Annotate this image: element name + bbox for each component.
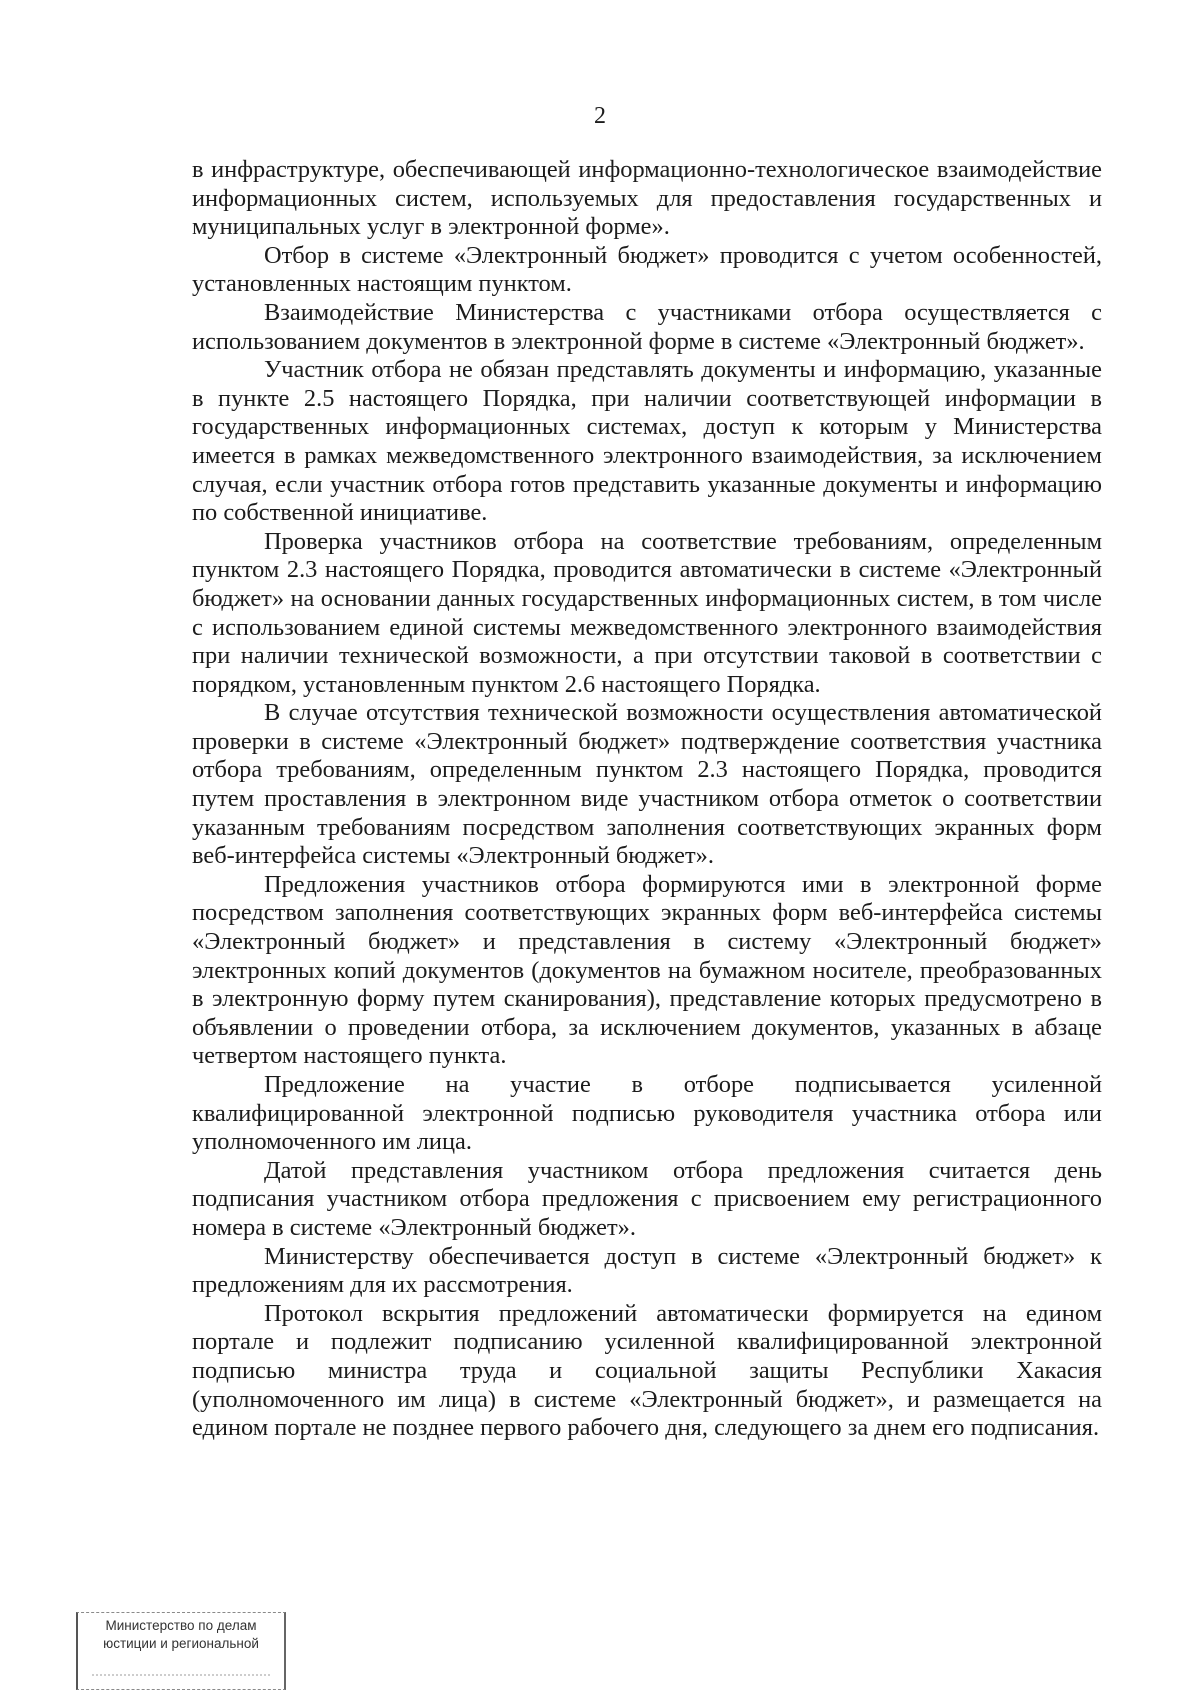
document-body [192, 156, 1102, 1443]
paragraph: В случае отсутствия технической возможности осуществления автоматической проверки в системе «Электронный бюджет» подтверждение соответствия участника отбора требованиям, определенным пунктом 2.3 настоящего Порядка, проводится путем проставления в электронном виде участником отбора отметок о соответствии указанным требованиям посредством заполнения соответствующих экранных форм веб-интерфейса системы «Электронный бюджет». [192, 699, 1102, 870]
stamp-faded-line [92, 1656, 270, 1676]
paragraph: Проверка участников отбора на соответствие требованиям, определенным пунктом 2.3 настоящего Порядка, проводится автоматически в системе «Электронный бюджет» на основании данных государственных информационных систем, в том числе с использованием единой системы межведомственного электронного взаимодействия при наличии технической возможности, а при отсутствии таковой в соответствии с порядком, установленным пунктом 2.6 настоящего Порядка. [192, 527, 1102, 698]
stamp-line-2: юстиции и региональной [103, 1636, 259, 1651]
paragraph: Датой представления участником отбора предложения считается день подписания участником отбора предложения с присвоением ему регистрационного номера в системе «Электронный бюджет». [192, 1156, 1102, 1241]
paragraph: Предложение на участие в отборе подписывается усиленной квалифицированной электронной подписью руководителя участника отбора или уполномоченного им лица. [192, 1071, 1102, 1156]
page-number: 2 [594, 103, 606, 129]
paragraph: Отбор в системе «Электронный бюджет» проводится с учетом особенностей, установленных настоящим пунктом. [192, 241, 1102, 298]
paragraph: Взаимодействие Министерства с участниками отбора осуществляется с использованием документов в электронной форме в системе «Электронный бюджет». [192, 298, 1102, 355]
paragraph: Предложения участников отбора формируются ими в электронной форме посредством заполнения соответствующих экранных форм веб-интерфейса системы «Электронный бюджет» и представления в систему «Электронный бюджет» электронных копий документов (документов на бумажном носителе, преобразованных в электронную форму путем сканирования), представление которых предусмотрено в объявлении о проведении отбора, за исключением документов, указанных в абзаце четвертом настоящего пункта. [192, 870, 1102, 1070]
paragraph: в инфраструктуре, обеспечивающей информационно-технологическое взаимодействие информационных систем, используемых для предоставления государственных и муниципальных услуг в электронной форме». [192, 156, 1102, 241]
paragraph: Участник отбора не обязан представлять документы и информацию, указанные в пункте 2.5 настоящего Порядка, при наличии соответствующей информации в государственных информационных системах, доступ к которым у Министерства имеется в рамках межведомственного электронного взаимодействия, за исключением случая, если участник отбора готов представить указанные документы и информацию по собственной инициативе. [192, 356, 1102, 527]
paragraph: Министерству обеспечивается доступ в системе «Электронный бюджет» к предложениям для их рассмотрения. [192, 1242, 1102, 1299]
stamp-line-1: Министерство по делам [105, 1618, 257, 1633]
registration-stamp [76, 1612, 286, 1690]
paragraph: Протокол вскрытия предложений автоматически формируется на едином портале и подлежит подписанию усиленной квалифицированной электронной подписью министра труда и социальной защиты Республики Хакасия (уполномоченного им лица) в системе «Электронный бюджет», и размещается на едином портале не позднее первого рабочего дня, следующего за днем его подписания. [192, 1299, 1102, 1442]
